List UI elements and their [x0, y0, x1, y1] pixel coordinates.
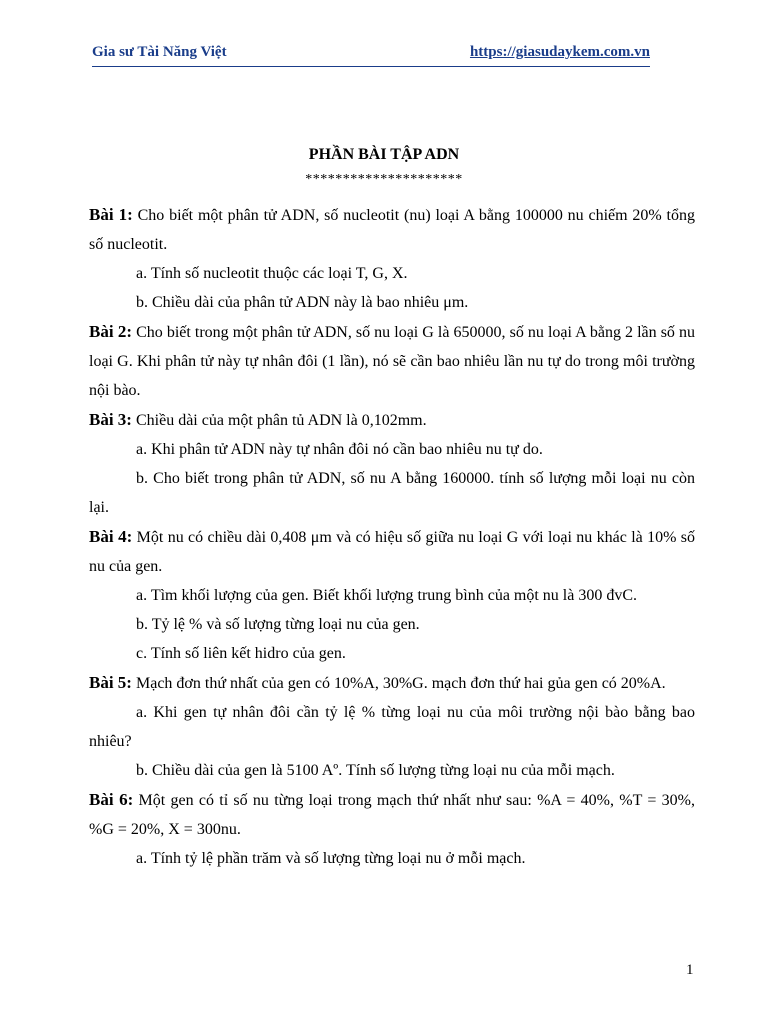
- problem-1: [89, 200, 695, 259]
- problem-4: [89, 522, 695, 581]
- problem-label: Bài 1:: [89, 205, 133, 224]
- header-url-link[interactable]: https://giasudaykem.com.vn: [469, 44, 650, 60]
- problem-2: [89, 317, 695, 405]
- header-site-name: Gia sư Tài Năng Việt: [92, 44, 227, 60]
- problem-5: [89, 668, 695, 698]
- problem-label: Bài 5:: [89, 673, 132, 692]
- problem-label: Bài 6:: [89, 790, 134, 809]
- problem-item: b. Chiều dài của phân tử ADN này là bao nhiêu μm.: [136, 294, 469, 311]
- problem-item: b. Cho biết trong phân tử ADN, số nu A bằng 160000. tính số lượng mỗi loại nu còn lại.: [89, 470, 695, 516]
- problem-label: Bài 4:: [89, 527, 133, 546]
- problem-text: Một nu có chiều dài 0,408 μm và có hiệu số giữa nu loại G với loại nu khác là 10% số nu của gen.: [89, 529, 695, 575]
- problem-item: c. Tính số liên kết hidro của gen.: [136, 645, 346, 662]
- title-separator: *********************: [305, 172, 463, 187]
- problem-6: [89, 785, 695, 844]
- problem-text: Một gen có tỉ số nu từng loại trong mạch thứ nhất như sau: %A = 40%, %T = 30%, %G = 20%, X = 300nu.: [89, 792, 695, 838]
- problem-label: Bài 2:: [89, 322, 133, 341]
- problem-item: a. Tính tỷ lệ phần trăm và số lượng từng loại nu ở mỗi mạch.: [136, 850, 526, 867]
- problem-item: b. Chiều dài của gen là 5100 Aº. Tính số lượng từng loại nu của mỗi mạch.: [136, 762, 615, 779]
- problem-item: b. Tỷ lệ % và số lượng từng loại nu của gen.: [136, 616, 420, 633]
- page-header: [92, 42, 650, 67]
- problem-label: Bài 3:: [89, 410, 132, 429]
- problem-3: [89, 405, 695, 435]
- problem-item: a. Khi phân tử ADN này tự nhân đôi nó cần bao nhiêu nu tự do.: [136, 441, 543, 458]
- problem-text: Cho biết trong một phân tử ADN, số nu loại G là 650000, số nu loại A bằng 2 lần số nu loại G. Khi phân tử này tự nhân đôi (1 lần), nó sẽ cần bao nhiêu lần nu tự do trong môi trường nội bào.: [89, 324, 695, 399]
- problem-item: a. Tìm khối lượng của gen. Biết khối lượng trung bình của một nu là 300 đvC.: [136, 587, 638, 604]
- problem-item: a. Tính số nucleotit thuộc các loại T, G, X.: [136, 265, 408, 282]
- exercise-list: [89, 200, 695, 873]
- document-title: PHẦN BÀI TẬP ADN: [308, 146, 460, 163]
- problem-text: Mạch đơn thứ nhất của gen có 10%A, 30%G. mạch đơn thứ hai gủa gen có 20%A.: [131, 675, 666, 692]
- problem-text: Cho biết một phân tử ADN, số nucleotit (nu) loại A bằng 100000 nu chiếm 20% tổng số nucleotit.: [89, 207, 696, 253]
- page-number: 1: [686, 962, 694, 978]
- problem-item: a. Khi gen tự nhân đôi cần tỷ lệ % từng loại nu của môi trường nội bào bằng bao nhiêu?: [89, 704, 695, 750]
- problem-text: Chiều dài của một phân tủ ADN là 0,102mm.: [131, 412, 427, 429]
